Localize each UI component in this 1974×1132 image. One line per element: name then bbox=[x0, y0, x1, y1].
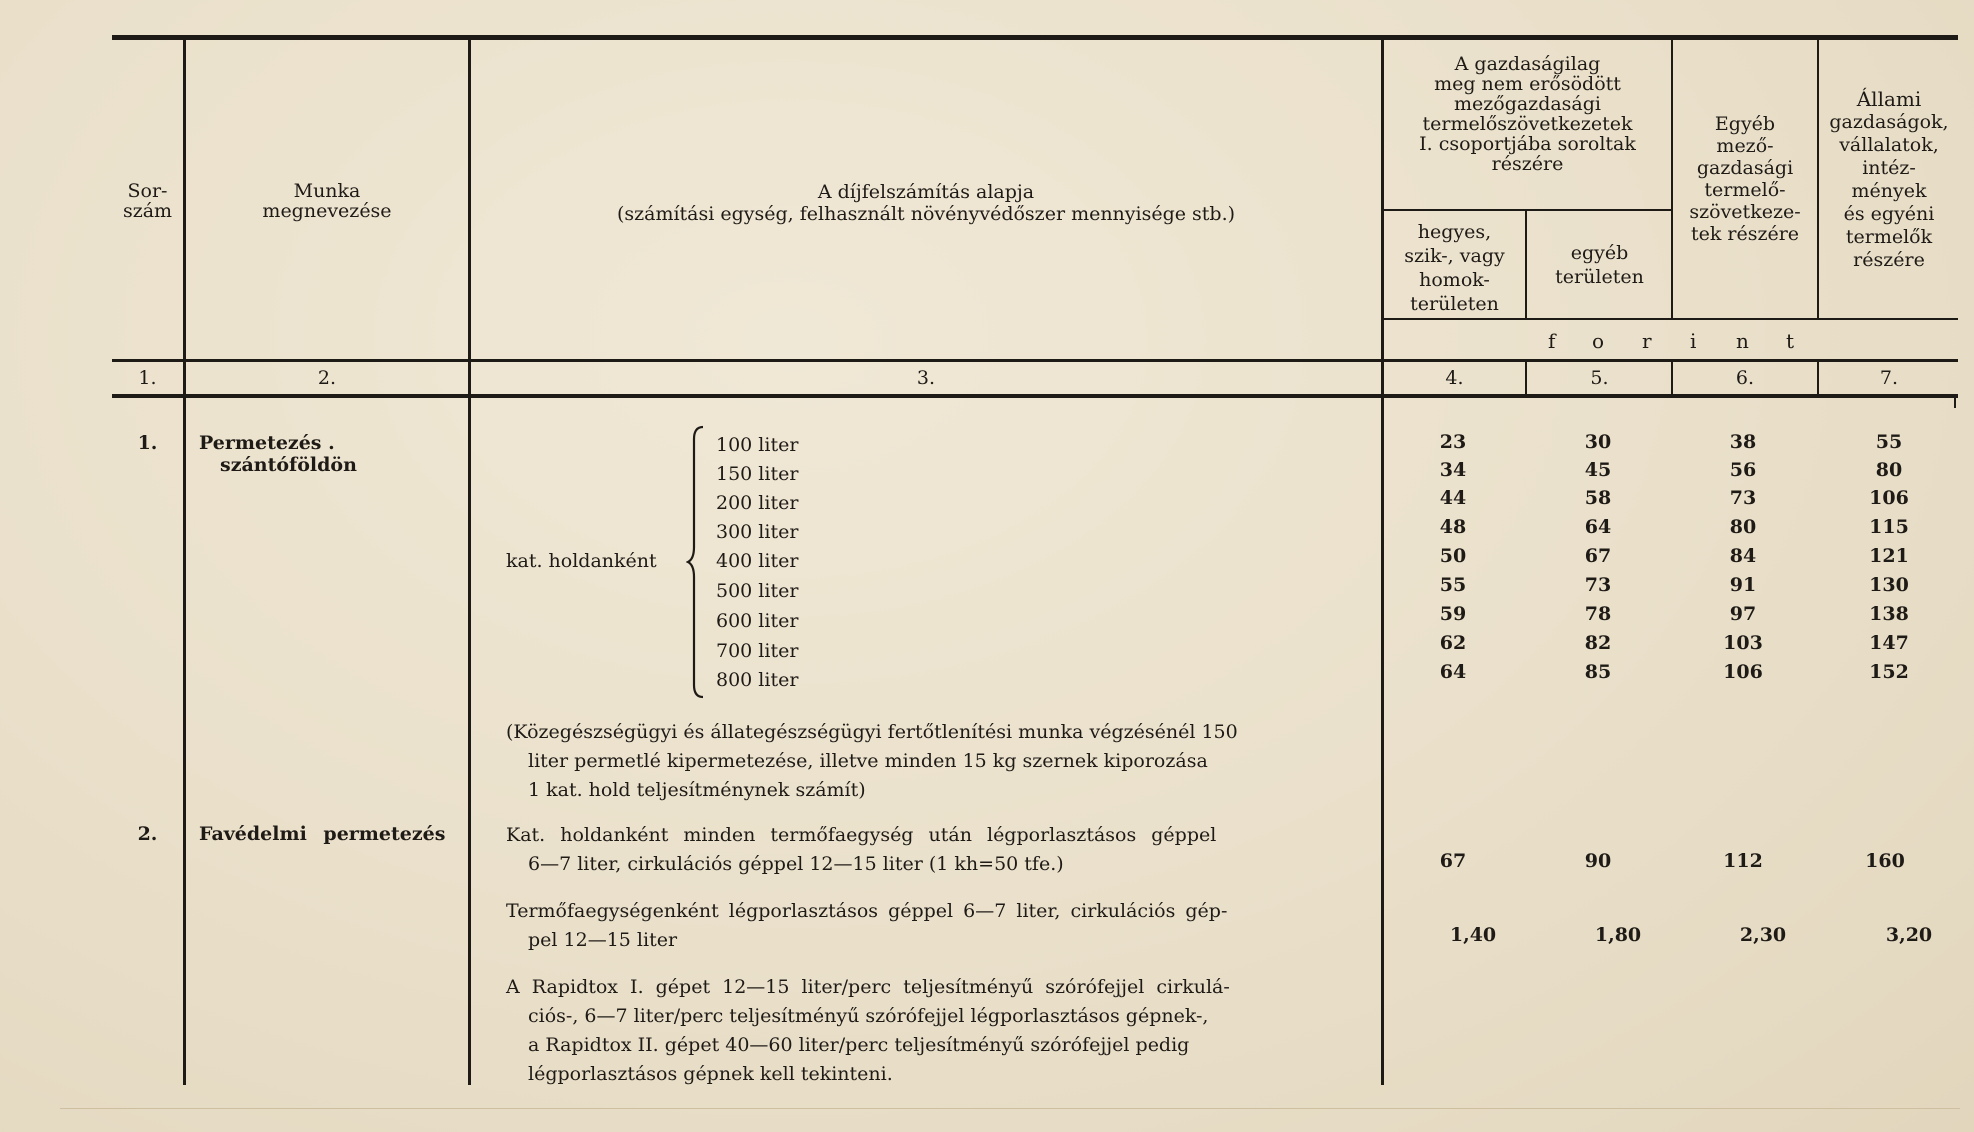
curly-brace-icon bbox=[686, 425, 706, 700]
value-cell: 73 bbox=[1729, 487, 1757, 509]
value-cell: 106 bbox=[1869, 487, 1909, 509]
item-c-line: a Rapidtox II. gépet 40—60 liter/perc teljesítményű szórófejjel pedig bbox=[528, 1034, 1190, 1056]
volume-item: 200 liter bbox=[716, 492, 799, 514]
value-cell: 85 bbox=[1584, 661, 1612, 683]
value-cell: 58 bbox=[1584, 487, 1612, 509]
currency-letter: t bbox=[1786, 329, 1795, 353]
value-cell: 55 bbox=[1875, 431, 1903, 453]
value-cell: 80 bbox=[1875, 459, 1903, 481]
column-number-rule bbox=[112, 394, 1958, 398]
row2-a-col7: 160 bbox=[1865, 850, 1905, 872]
header-col6-line1: Egyéb bbox=[1714, 113, 1776, 135]
header-col7-line4: intéz- bbox=[1862, 157, 1916, 179]
header-col7-line7: termelők bbox=[1845, 226, 1933, 248]
value-cell: 48 bbox=[1439, 516, 1467, 538]
header-col7-line8: részére bbox=[1853, 249, 1925, 271]
header-col7-line2: gazdaságok, bbox=[1829, 111, 1949, 133]
volume-item: 700 liter bbox=[716, 640, 799, 662]
value-cell: 91 bbox=[1729, 574, 1757, 596]
row2-a-col4: 67 bbox=[1439, 850, 1467, 872]
item-a-line: Kat. holdanként minden termőfaegység után légporlasztásos géppel bbox=[506, 824, 1217, 846]
currency-letter: n bbox=[1736, 329, 1749, 353]
col-number-4: 4. bbox=[1445, 367, 1464, 389]
col-divider-4 bbox=[1525, 211, 1527, 318]
col-number-7: 7. bbox=[1879, 367, 1899, 389]
col-number-3: 3. bbox=[916, 367, 936, 389]
row2-number: 2. bbox=[137, 823, 158, 845]
header-bottom-rule bbox=[1382, 318, 1958, 320]
item-b-line: pel 12—15 liter bbox=[528, 929, 678, 951]
value-cell: 67 bbox=[1584, 545, 1612, 567]
item-a-line: 6—7 liter, cirkulációs géppel 12—15 liter (1 kh=50 tfe.) bbox=[528, 853, 1064, 875]
header-group-line1: A gazdaságilag bbox=[1454, 53, 1601, 75]
value-cell: 59 bbox=[1439, 603, 1467, 625]
value-cell: 73 bbox=[1584, 574, 1612, 596]
row2-a-col5: 90 bbox=[1584, 850, 1612, 872]
header-col6-line3: gazdasági bbox=[1696, 157, 1794, 179]
header-col7-line1: Állami bbox=[1856, 87, 1922, 111]
currency-letter: o bbox=[1592, 329, 1605, 353]
row1-note bbox=[506, 718, 1340, 805]
row2-a-col6: 112 bbox=[1723, 850, 1763, 872]
header-col3-line2: (számítási egység, felhasznált növényvédőszer mennyisége stb.) bbox=[616, 203, 1236, 225]
col-divider-4b bbox=[1525, 362, 1527, 394]
header-col6 bbox=[1673, 113, 1817, 245]
header-col7-line5: mények bbox=[1851, 180, 1927, 202]
header-col5-line1: egyéb bbox=[1570, 242, 1629, 264]
value-cell: 115 bbox=[1869, 516, 1909, 538]
note-line: (Közegészségügyi és állategészségügyi fertőtlenítési munka végzésénél 150 bbox=[506, 721, 1238, 743]
col-number-5: 5. bbox=[1590, 367, 1609, 389]
note-line: liter permetlé kipermetezése, illetve minden 15 kg szernek kiporozása bbox=[528, 750, 1208, 772]
header-group-line3: mezőgazdasági bbox=[1453, 93, 1602, 115]
row2-b-col6: 2,30 bbox=[1739, 924, 1787, 946]
header-col2-line1: Munka bbox=[293, 180, 361, 202]
value-cell: 64 bbox=[1584, 516, 1612, 538]
header-col6-line2: mező- bbox=[1716, 135, 1774, 157]
header-col4 bbox=[1384, 220, 1525, 316]
currency-letter: r bbox=[1642, 329, 1652, 353]
col-number-2: 2. bbox=[317, 367, 337, 389]
value-cell: 56 bbox=[1729, 459, 1757, 481]
value-cell: 78 bbox=[1584, 603, 1612, 625]
header-col5 bbox=[1528, 241, 1671, 289]
value-cell: 34 bbox=[1439, 459, 1467, 481]
header-col6-line6: tek részére bbox=[1690, 223, 1800, 245]
volume-item: 150 liter bbox=[716, 463, 799, 485]
currency-bottom-rule bbox=[112, 359, 1958, 362]
row2-item-b bbox=[506, 897, 1340, 955]
header-col6-line4: termelő- bbox=[1704, 179, 1786, 201]
volume-item: 400 liter bbox=[716, 550, 799, 572]
value-cell: 138 bbox=[1869, 603, 1909, 625]
value-cell: 130 bbox=[1869, 574, 1909, 596]
item-b-line: Termőfaegységenként légporlasztásos géppel 6—7 liter, cirkulációs gép- bbox=[506, 900, 1228, 922]
row2-b-col4: 1,40 bbox=[1449, 924, 1497, 946]
value-cell: 103 bbox=[1723, 632, 1763, 654]
value-cell: 62 bbox=[1439, 632, 1467, 654]
header-col7-line6: és egyéni bbox=[1843, 203, 1935, 225]
header-col3-line1: A díjfelszámítás alapja bbox=[817, 181, 1035, 203]
value-cell: 82 bbox=[1584, 632, 1612, 654]
header-group-line4: termelőszövetkezetek bbox=[1422, 113, 1633, 135]
paper-bottom-edge bbox=[60, 1108, 1960, 1109]
header-group-line5: I. csoportjába soroltak bbox=[1419, 133, 1636, 155]
value-cell: 38 bbox=[1729, 431, 1757, 453]
item-c-line: A Rapidtox I. gépet 12—15 liter/perc teljesítményű szórófejjel cirkulá- bbox=[506, 976, 1230, 998]
header-col1 bbox=[112, 181, 183, 221]
header-col1-line1: Sor- bbox=[127, 180, 168, 202]
header-col45-group bbox=[1384, 54, 1671, 174]
value-cell: 152 bbox=[1869, 661, 1909, 683]
currency-letter: f bbox=[1548, 329, 1556, 353]
header-col6-line5: szövetkeze- bbox=[1689, 201, 1801, 223]
currency-letter: i bbox=[1690, 329, 1697, 353]
value-cell: 64 bbox=[1439, 661, 1467, 683]
value-cell: 147 bbox=[1869, 632, 1909, 654]
value-cell: 80 bbox=[1729, 516, 1757, 538]
value-cell: 44 bbox=[1439, 487, 1467, 509]
header-col4-line2: szik-, vagy bbox=[1404, 245, 1505, 267]
header-col1-line2: szám bbox=[122, 200, 173, 222]
row2-b-col7: 3,20 bbox=[1885, 924, 1933, 946]
row1-basis-label: kat. holdanként bbox=[506, 550, 657, 572]
value-cell: 30 bbox=[1584, 431, 1612, 453]
header-col4-line4: területen bbox=[1410, 293, 1499, 315]
value-cell: 84 bbox=[1729, 545, 1757, 567]
note-line: 1 kat. hold teljesítménynek számít) bbox=[528, 779, 866, 801]
row1-number: 1. bbox=[137, 432, 158, 454]
col-divider-7-right bbox=[1954, 398, 1956, 408]
item-c-line: ciós-, 6—7 liter/perc teljesítményű szórófejjel légporlasztásos gépnek-, bbox=[528, 1005, 1209, 1027]
header-col7-line3: vállalatok, bbox=[1839, 134, 1939, 156]
volume-item: 100 liter bbox=[716, 434, 799, 456]
header-col4-line1: hegyes, bbox=[1417, 221, 1492, 243]
value-cell: 106 bbox=[1723, 661, 1763, 683]
header-col2 bbox=[186, 181, 468, 221]
value-cell: 50 bbox=[1439, 545, 1467, 567]
top-rule bbox=[112, 35, 1958, 40]
volume-item: 600 liter bbox=[716, 610, 799, 632]
row2-item-a bbox=[506, 821, 1340, 879]
volume-item: 500 liter bbox=[716, 580, 799, 602]
header-group-line2: meg nem erősödött bbox=[1434, 73, 1621, 95]
volume-item: 800 liter bbox=[716, 669, 799, 691]
row2-b-col5: 1,80 bbox=[1594, 924, 1642, 946]
col-number-6: 6. bbox=[1735, 367, 1755, 389]
row1-name-line1: Permetezés . bbox=[199, 432, 335, 454]
value-cell: 45 bbox=[1584, 459, 1612, 481]
col-number-1: 1. bbox=[138, 367, 157, 389]
value-cell: 97 bbox=[1729, 603, 1757, 625]
row2-name: Favédelmi permetezés bbox=[199, 823, 446, 845]
header-col2-line2: megnevezése bbox=[262, 200, 392, 222]
row1-name-line2: szántóföldön bbox=[220, 454, 357, 476]
value-cell: 23 bbox=[1439, 431, 1467, 453]
item-c-line: légporlasztásos gépnek kell tekinteni. bbox=[528, 1063, 893, 1085]
value-cell: 55 bbox=[1439, 574, 1467, 596]
header-col4-line3: homok- bbox=[1419, 269, 1490, 291]
row2-item-c bbox=[506, 973, 1340, 1089]
header-group-line6: részére bbox=[1491, 153, 1564, 175]
header-col3 bbox=[471, 181, 1381, 225]
value-cell: 121 bbox=[1869, 545, 1909, 567]
col-divider-3 bbox=[1381, 40, 1384, 1085]
header-col5-line2: területen bbox=[1555, 266, 1644, 288]
group-header-rule bbox=[1382, 209, 1672, 211]
volume-item: 300 liter bbox=[716, 521, 799, 543]
header-col7 bbox=[1819, 88, 1959, 272]
